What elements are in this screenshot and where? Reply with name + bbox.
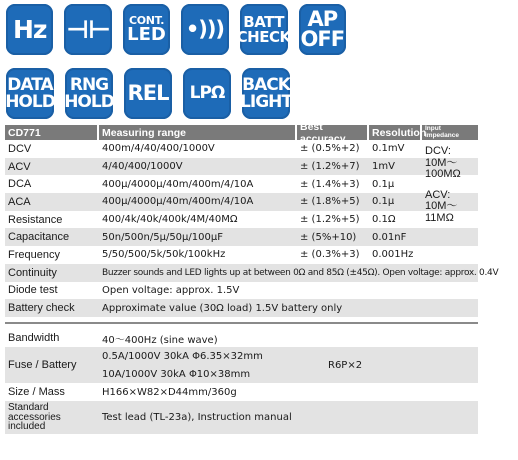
spec-cell-resolution: 0.1μ <box>372 196 395 208</box>
spec-row <box>5 175 478 193</box>
spec-cell-resolution: 0.001Hz <box>372 249 414 261</box>
back-light-icon-text: BACK <box>242 75 290 96</box>
batt-check-icon <box>236 4 291 55</box>
spec-header <box>5 120 478 145</box>
spec-cell-resolution: 0.01nF <box>372 231 407 243</box>
spec-cell-accuracy: ± (1.8%+5) <box>300 196 360 208</box>
spec-row <box>5 158 478 176</box>
cont-led-icon-text: LED <box>127 24 166 46</box>
impedance-header-line2: impedance <box>425 131 459 139</box>
dcv-impedance-value-2: 100MΩ <box>425 168 461 180</box>
function-icons <box>6 4 346 132</box>
spec-cell-name: Resistance <box>8 213 63 226</box>
accessories-label-line1: Standard <box>8 402 49 414</box>
back-light-icon-text: LIGHT <box>240 91 292 112</box>
data-hold-icon <box>6 68 54 119</box>
fuse-label: Fuse / Battery <box>8 359 77 371</box>
spec-cell-resolution: 1mV <box>372 161 395 173</box>
dcv-impedance-value-1: 10M～ <box>425 156 458 169</box>
rel-icon-text: REL <box>127 80 169 105</box>
spec-row <box>5 140 478 158</box>
ap-off-icon-text: OFF <box>300 26 345 51</box>
section-divider <box>5 322 478 324</box>
spec-row-full <box>5 264 499 282</box>
capacitor-icon-text: ⊣⊢ <box>66 14 110 44</box>
rng-hold-icon-text: HOLD <box>64 91 114 112</box>
spec-cell-name: DCA <box>8 178 32 191</box>
accessories-label <box>5 403 99 432</box>
spec-row-full <box>5 282 478 300</box>
battery-value: R6P×2 <box>328 359 363 371</box>
icon-row-1 <box>6 4 346 55</box>
hz-icon-text: Hz <box>12 14 47 44</box>
accessories-row <box>5 401 478 434</box>
capacitor-icon <box>64 4 111 55</box>
spec-cell-accuracy: ± (1.4%+3) <box>300 178 360 190</box>
spec-cell-name: ACA <box>8 195 31 208</box>
spec-cell-resolution: 0.1μ <box>372 178 395 190</box>
accuracy-header: Best accuracy <box>297 125 369 140</box>
accessories-value: Test lead (TL-23a), Instruction manual <box>102 412 292 423</box>
icon-row-2 <box>6 68 346 119</box>
bandwidth-label: Bandwidth <box>8 332 60 344</box>
hz-icon <box>6 4 53 55</box>
spec-row-full <box>5 299 478 317</box>
rel-icon <box>124 68 172 119</box>
spec-cell-range: 400μ/4000μ/40m/400m/4/10A <box>102 178 254 190</box>
spec-cell-resolution: 0.1Ω <box>372 214 396 226</box>
fuse-row <box>5 347 478 383</box>
accessories-label-line3: included <box>8 421 46 433</box>
spec-cell-range: 400μ/4000μ/40m/400m/4/10A <box>102 196 254 208</box>
size-label: Size / Mass <box>8 386 65 398</box>
spec-cell-text: Approximate value (30Ω load) 1.5V battery only <box>102 302 343 314</box>
dcv-impedance-label: DCV: <box>425 145 451 157</box>
spec-cell-range: 4/40/400/1000V <box>102 161 183 173</box>
size-row <box>5 383 478 401</box>
spec-cell-name: DCV <box>8 142 32 155</box>
spec-cell-accuracy: ± (0.5%+2) <box>300 143 360 155</box>
bandwidth-value: 40～400Hz (sine wave) <box>102 334 218 346</box>
spec-row <box>5 246 478 264</box>
rng-hold-icon <box>65 68 113 119</box>
spec-cell-name: Frequency <box>8 248 60 261</box>
spec-cell-accuracy: ± (1.2%+7) <box>300 161 360 173</box>
ap-off-icon <box>299 4 346 55</box>
continuity-buzzer-icon-text: •))) <box>185 16 225 41</box>
batt-check-icon-text: BATT <box>243 13 284 32</box>
spec-cell-name: Battery check <box>8 302 75 315</box>
spec-cell-range: 400m/4/40/400/1000V <box>102 143 215 155</box>
bandwidth-row <box>5 329 478 347</box>
spec-cell-range: 400/4k/40k/400k/4M/40MΩ <box>102 214 238 226</box>
spec-cell-name: ACV <box>8 160 31 173</box>
spec-table <box>5 120 499 317</box>
spec-cell-accuracy: ± (5%+10) <box>300 231 357 243</box>
data-hold-icon-text: HOLD <box>5 91 55 112</box>
spec-cell-accuracy: ± (0.3%+3) <box>300 249 360 261</box>
spec-cell-text: Open voltage: approx. 1.5V <box>102 284 240 296</box>
lp-ohm-icon-text: LPΩ <box>189 83 225 104</box>
data-hold-icon-text: DATA <box>7 75 53 96</box>
model-header: CD771 <box>5 125 99 140</box>
ap-off-icon-text: AP <box>307 6 338 31</box>
range-header: Measuring range <box>99 125 297 140</box>
spec-cell-range: 5/50/500/5k/50k/100kHz <box>102 249 226 261</box>
resolution-header: Resolution <box>369 125 422 140</box>
spec-rows <box>5 140 478 264</box>
accessories-label-line2: accessories <box>8 411 61 423</box>
spec-cell-name: Capacitance <box>8 231 70 244</box>
fuse-values <box>99 347 325 383</box>
lp-ohm-icon <box>183 68 231 119</box>
rng-hold-icon-text: RNG <box>69 75 109 96</box>
size-value: H166×W82×D44mm/360g <box>102 386 237 398</box>
impedance-header-line1: Input <box>425 125 441 132</box>
spec-row <box>5 211 478 229</box>
acv-impedance-label: ACV: <box>425 188 451 201</box>
spec-cell-range: 50n/500n/5μ/50μ/100μF <box>102 231 223 243</box>
spec-cell-accuracy: ± (1.2%+5) <box>300 214 360 226</box>
spec-row <box>5 193 478 211</box>
acv-impedance-value-1: 10M～ <box>425 200 458 212</box>
full-rows <box>5 264 499 317</box>
fuse-value-1: 0.5A/1000V 30kA Φ6.35×32mm <box>102 350 263 362</box>
cont-led-icon-text: CONT. <box>128 13 165 27</box>
back-light-icon <box>242 68 290 119</box>
spec-row <box>5 228 478 246</box>
spec-cell-resolution: 0.1mV <box>372 143 405 155</box>
general-specs <box>5 329 478 434</box>
spec-cell-name: Continuity <box>8 266 57 279</box>
continuity-buzzer-icon <box>181 4 228 55</box>
acv-impedance-value-2: 11MΩ <box>425 211 454 224</box>
input-impedance-values <box>425 146 485 224</box>
spec-cell-text: Buzzer sounds and LED lights up at between 0Ω and 85Ω (±45Ω). Open voltage: approx. 0.4V <box>102 267 499 278</box>
batt-check-icon-text: CHECK <box>236 27 291 46</box>
fuse-value-2: 10A/1000V 30kA Φ10×38mm <box>102 368 251 380</box>
impedance-header <box>422 125 478 140</box>
spec-cell-name: Diode test <box>8 284 58 297</box>
cont-led-icon <box>123 4 170 55</box>
